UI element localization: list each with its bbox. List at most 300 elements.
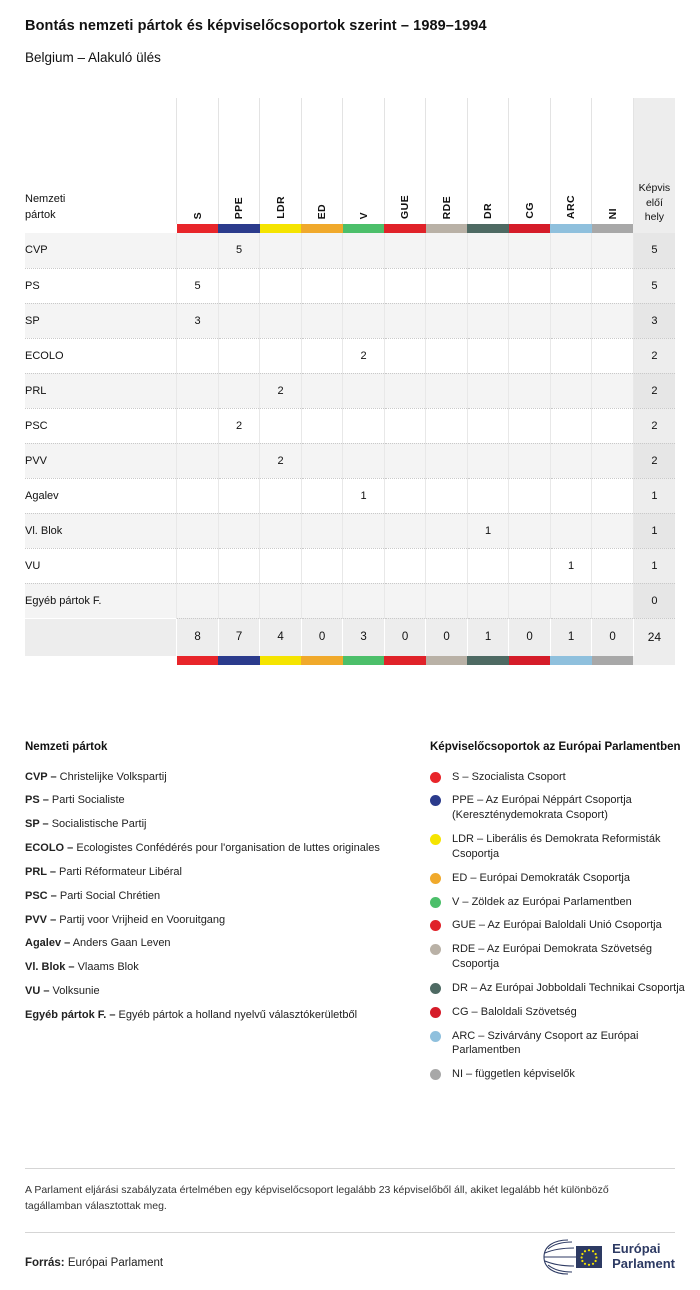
cell-egy-b-p-rtok-f--ppe: [218, 583, 260, 618]
row-party-label: Agalev: [25, 478, 177, 513]
european-parliament-logo: [485, 1236, 675, 1278]
total-header-line3: hely: [644, 210, 665, 223]
row-party-label: PRL: [25, 373, 177, 408]
column-total-ldr: 4: [260, 618, 302, 656]
legend-color-dot-icon: [430, 873, 441, 884]
ep-logo-line2: Parlament: [612, 1256, 675, 1271]
legend-party-item: [25, 865, 415, 880]
cell-agalev-s: [177, 478, 219, 513]
cell-cvp-dr: [467, 233, 509, 268]
cell-egy-b-p-rtok-f--s: [177, 583, 219, 618]
column-header-ppe: [218, 98, 260, 224]
column-total-arc: 1: [550, 618, 592, 656]
legend-party-name: Partij voor Vrijheid en Vooruitgang: [59, 913, 226, 926]
table-row: [25, 408, 675, 443]
cell-prl-v: [343, 373, 385, 408]
cell-prl-ed: [301, 373, 343, 408]
legend-party-name: Christelijke Volkspartij: [59, 770, 167, 783]
color-band-arc: [550, 224, 592, 233]
cell-vl-blok-ed: [301, 513, 343, 548]
legend-group-item: [430, 770, 690, 785]
legend-party-name: Volksunie: [52, 985, 100, 998]
cell-vl-blok-ppe: [218, 513, 260, 548]
bottom-color-band-rde: [426, 656, 468, 665]
legend-group-item: [430, 832, 690, 862]
color-band-dr: [467, 224, 509, 233]
cell-cvp-ppe: 5: [218, 233, 260, 268]
legend-color-dot-icon: [430, 1007, 441, 1018]
cell-cvp-ed: [301, 233, 343, 268]
column-header-label: PPE: [233, 196, 246, 219]
cell-psc-ppe: 2: [218, 408, 260, 443]
legend-party-abbr: VU –: [25, 985, 50, 998]
bottom-color-band-ed: [301, 656, 343, 665]
legend-group-name: független képviselők: [475, 1068, 575, 1081]
ep-logo-text: [612, 1242, 675, 1272]
total-band-spacer: [633, 224, 675, 233]
column-header-label: DR: [482, 203, 495, 219]
legend-party-abbr: PSC –: [25, 889, 57, 902]
cell-psc-cg: [509, 408, 551, 443]
color-band-rde: [426, 224, 468, 233]
legend-group-abbr: V –: [452, 895, 469, 908]
legend-color-dot-icon: [430, 920, 441, 931]
legend-group-name: Az Európai Jobboldali Technikai Csoportja: [479, 981, 685, 994]
cell-pvv-ppe: [218, 443, 260, 478]
column-total-v: 3: [343, 618, 385, 656]
cell-vu-ni: [592, 548, 634, 583]
cell-egy-b-p-rtok-f--v: [343, 583, 385, 618]
column-total-ppe: 7: [218, 618, 260, 656]
cell-vu-ppe: [218, 548, 260, 583]
color-band-ed: [301, 224, 343, 233]
legend-color-dot-icon: [430, 944, 441, 955]
row-party-label: Vl. Blok: [25, 513, 177, 548]
column-header-ldr: [260, 98, 302, 224]
table-row: [25, 583, 675, 618]
column-header-label: GUE: [399, 195, 412, 219]
legend-group-name: Az Európai Néppárt Csoportja (Kereszténydemokrata Csoport): [452, 794, 632, 822]
cell-prl-rde: [426, 373, 468, 408]
color-band-v: [343, 224, 385, 233]
color-band-gue: [384, 224, 426, 233]
cell-egy-b-p-rtok-f--rde: [426, 583, 468, 618]
ep-emblem-icon: [542, 1237, 604, 1277]
cell-ps-arc: [550, 268, 592, 303]
legend-color-dot-icon: [430, 983, 441, 994]
cell-ecolo-cg: [509, 338, 551, 373]
legend-party-name: Egyéb pártok a holland nyelvű választókerületből: [118, 1008, 358, 1021]
column-header-label: S: [191, 211, 204, 219]
cell-sp-cg: [509, 303, 551, 338]
bottom-color-band-cg: [509, 656, 551, 665]
legend-national-parties: [25, 740, 415, 1032]
cell-psc-v: [343, 408, 385, 443]
legend-group-item: [430, 793, 690, 823]
cell-ecolo-v: 2: [343, 338, 385, 373]
legend-groups-title: Képviselőcsoportok az Európai Parlamentben: [430, 741, 681, 753]
cell-ecolo-ldr: [260, 338, 302, 373]
legend-party-abbr: Vl. Blok –: [25, 961, 75, 974]
legend-group-name: Az Európai Baloldali Unió Csoportja: [487, 919, 662, 932]
bottom-color-band-dr: [467, 656, 509, 665]
legend-group-name: Szivárvány Csoport az Európai Parlamentben: [452, 1029, 639, 1057]
legend-party-item: [25, 793, 415, 808]
cell-sp-ni: [592, 303, 634, 338]
legend-party-name: Vlaams Blok: [77, 961, 139, 974]
legend-group-item: [430, 1029, 690, 1059]
matrix-header: [25, 98, 675, 233]
source: [25, 1257, 163, 1269]
cell-vl-blok-gue: [384, 513, 426, 548]
ep-logo-line1: Európai: [612, 1241, 661, 1257]
legend-party-item: [25, 841, 415, 856]
bottom-color-band-ldr: [260, 656, 302, 665]
row-total: 3: [633, 303, 675, 338]
source-label: Forrás:: [25, 1257, 65, 1269]
cell-cvp-rde: [426, 233, 468, 268]
source-value: Európai Parlament: [67, 1257, 164, 1269]
legend-party-name: Parti Social Chrétien: [59, 889, 161, 902]
cell-sp-dr: [467, 303, 509, 338]
cell-psc-ni: [592, 408, 634, 443]
cell-egy-b-p-rtok-f--ni: [592, 583, 634, 618]
legend-group-abbr: CG –: [452, 1005, 478, 1018]
cell-ps-v: [343, 268, 385, 303]
cell-ecolo-gue: [384, 338, 426, 373]
row-total: 5: [633, 233, 675, 268]
cell-ecolo-ed: [301, 338, 343, 373]
legend-party-abbr: SP –: [25, 818, 49, 831]
cell-pvv-ni: [592, 443, 634, 478]
table-row: [25, 548, 675, 583]
cell-sp-gue: [384, 303, 426, 338]
group-color-band: [25, 224, 675, 233]
legend-party-item: [25, 936, 415, 951]
column-header-s: [177, 98, 219, 224]
grand-total: 24: [633, 618, 675, 656]
cell-vu-gue: [384, 548, 426, 583]
legend-groups-list: [430, 770, 690, 1083]
row-total: 2: [633, 443, 675, 478]
cell-egy-b-p-rtok-f--gue: [384, 583, 426, 618]
column-header-label: NI: [606, 207, 619, 219]
column-header-cg: [509, 98, 551, 224]
cell-psc-rde: [426, 408, 468, 443]
legend-color-dot-icon: [430, 834, 441, 845]
cell-vl-blok-arc: [550, 513, 592, 548]
legend-party-name: Socialistische Partij: [51, 818, 147, 831]
totals-row-label: [25, 618, 177, 656]
cell-vl-blok-ldr: [260, 513, 302, 548]
table-row: [25, 373, 675, 408]
color-band-ni: [592, 224, 634, 233]
cell-ecolo-ppe: [218, 338, 260, 373]
legend-color-dot-icon: [430, 795, 441, 806]
divider-bottom: [25, 1232, 675, 1233]
total-header-line2: előí: [645, 196, 663, 209]
legend-party-abbr: PRL –: [25, 865, 56, 878]
legend-group-name: Liberális és Demokrata Reformisták Csoportja: [452, 833, 661, 860]
cell-prl-s: [177, 373, 219, 408]
column-header-gue: [384, 98, 426, 224]
column-header-label: LDR: [274, 196, 287, 219]
row-header-line2: pártok: [25, 209, 56, 222]
cell-vu-arc: 1: [550, 548, 592, 583]
table-row: [25, 303, 675, 338]
column-total-ed: 0: [301, 618, 343, 656]
legend-parties-title: Nemzeti pártok: [25, 741, 108, 753]
legend-party-item: [25, 913, 415, 928]
page-title: Bontás nemzeti pártok és képviselőcsoportok szerint – 1989–1994: [25, 18, 487, 34]
cell-psc-s: [177, 408, 219, 443]
table-row: [25, 338, 675, 373]
matrix-body: [25, 233, 675, 618]
legend-group-abbr: S –: [452, 770, 469, 783]
cell-pvv-ed: [301, 443, 343, 478]
legend-party-item: [25, 770, 415, 785]
cell-pvv-gue: [384, 443, 426, 478]
cell-ps-ni: [592, 268, 634, 303]
row-total: 0: [633, 583, 675, 618]
legend-color-dot-icon: [430, 897, 441, 908]
column-total-dr: 1: [467, 618, 509, 656]
cell-ps-ldr: [260, 268, 302, 303]
legend-party-abbr: PS –: [25, 794, 49, 807]
legend-party-item: [25, 817, 415, 832]
total-header-line1: Képvis: [638, 182, 671, 195]
cell-psc-ldr: [260, 408, 302, 443]
cell-cvp-s: [177, 233, 219, 268]
column-header-label: RDE: [440, 195, 453, 219]
cell-sp-ppe: [218, 303, 260, 338]
cell-egy-b-p-rtok-f--arc: [550, 583, 592, 618]
legend-political-groups: [430, 740, 690, 1091]
column-total-cg: 0: [509, 618, 551, 656]
cell-sp-v: [343, 303, 385, 338]
legend-group-name: Zöldek az Európai Parlamentben: [471, 895, 632, 908]
bottom-total-band-spacer: [633, 656, 675, 665]
row-total: 1: [633, 513, 675, 548]
cell-vu-ed: [301, 548, 343, 583]
legend-group-item: [430, 942, 690, 972]
page-subtitle: Belgium – Alakuló ülés: [25, 50, 161, 65]
cell-agalev-cg: [509, 478, 551, 513]
column-header-label: ARC: [565, 195, 578, 219]
column-header-rde: [426, 98, 468, 224]
row-total: 2: [633, 408, 675, 443]
cell-vl-blok-s: [177, 513, 219, 548]
cell-pvv-v: [343, 443, 385, 478]
divider-top: [25, 1168, 675, 1169]
cell-pvv-s: [177, 443, 219, 478]
column-header-label: ED: [316, 203, 329, 219]
column-header-v: [343, 98, 385, 224]
table-row: [25, 513, 675, 548]
legend-group-name: Baloldali Szövetség: [480, 1005, 577, 1018]
band-spacer: [25, 224, 177, 233]
row-total: 1: [633, 548, 675, 583]
legend-group-abbr: ARC –: [452, 1029, 485, 1042]
cell-agalev-gue: [384, 478, 426, 513]
cell-agalev-ldr: [260, 478, 302, 513]
legend-group-abbr: LDR –: [452, 833, 484, 846]
legend-color-dot-icon: [430, 1031, 441, 1042]
row-party-label: CVP: [25, 233, 177, 268]
legend-party-name: Parti Réformateur Libéral: [59, 865, 182, 878]
cell-psc-arc: [550, 408, 592, 443]
row-total: 5: [633, 268, 675, 303]
legend-group-abbr: RDE –: [452, 943, 485, 956]
color-band-s: [177, 224, 219, 233]
legend-party-abbr: ECOLO –: [25, 842, 74, 855]
legend-party-item: [25, 960, 415, 975]
cell-cvp-ni: [592, 233, 634, 268]
cell-agalev-ed: [301, 478, 343, 513]
legend-group-name: Szocialista Csoport: [471, 770, 566, 783]
column-header-dr: [467, 98, 509, 224]
bottom-color-band-gue: [384, 656, 426, 665]
row-party-label: PS: [25, 268, 177, 303]
column-totals-row: [25, 618, 675, 656]
cell-sp-ldr: [260, 303, 302, 338]
legend-color-dot-icon: [430, 1069, 441, 1080]
cell-agalev-dr: [467, 478, 509, 513]
cell-vu-rde: [426, 548, 468, 583]
cell-egy-b-p-rtok-f--ed: [301, 583, 343, 618]
color-band-cg: [509, 224, 551, 233]
cell-ps-cg: [509, 268, 551, 303]
legend-group-item: [430, 1067, 690, 1082]
table-row: [25, 268, 675, 303]
color-band-ppe: [218, 224, 260, 233]
cell-vl-blok-rde: [426, 513, 468, 548]
cell-prl-ldr: 2: [260, 373, 302, 408]
cell-pvv-cg: [509, 443, 551, 478]
cell-vu-dr: [467, 548, 509, 583]
row-header-label: [25, 98, 177, 224]
cell-cvp-gue: [384, 233, 426, 268]
bottom-color-band-ppe: [218, 656, 260, 665]
cell-vl-blok-dr: 1: [467, 513, 509, 548]
row-header-line1: Nemzeti: [25, 193, 66, 206]
cell-ecolo-rde: [426, 338, 468, 373]
cell-sp-s: 3: [177, 303, 219, 338]
bottom-color-band-s: [177, 656, 219, 665]
column-total-gue: 0: [384, 618, 426, 656]
bottom-color-band-arc: [550, 656, 592, 665]
table-row: [25, 443, 675, 478]
row-total: 2: [633, 338, 675, 373]
legend-group-item: [430, 918, 690, 933]
cell-cvp-ldr: [260, 233, 302, 268]
cell-ps-gue: [384, 268, 426, 303]
cell-psc-ed: [301, 408, 343, 443]
cell-ps-rde: [426, 268, 468, 303]
legend-group-item: [430, 871, 690, 886]
cell-ps-s: 5: [177, 268, 219, 303]
legend-group-abbr: DR –: [452, 981, 478, 994]
cell-prl-cg: [509, 373, 551, 408]
legend-party-name: Anders Gaan Leven: [72, 937, 171, 950]
cell-ps-dr: [467, 268, 509, 303]
column-total-ni: 0: [592, 618, 634, 656]
cell-ecolo-s: [177, 338, 219, 373]
row-party-label: PSC: [25, 408, 177, 443]
row-party-label: ECOLO: [25, 338, 177, 373]
cell-agalev-ni: [592, 478, 634, 513]
cell-pvv-ldr: 2: [260, 443, 302, 478]
group-color-band-bottom: [25, 656, 675, 665]
cell-vu-s: [177, 548, 219, 583]
cell-psc-dr: [467, 408, 509, 443]
cell-ecolo-arc: [550, 338, 592, 373]
seats-matrix: [25, 98, 675, 665]
legend-group-name: Az Európai Demokrata Szövetség Csoportja: [452, 943, 652, 971]
cell-ps-ppe: [218, 268, 260, 303]
row-total: 2: [633, 373, 675, 408]
cell-vl-blok-v: [343, 513, 385, 548]
cell-prl-gue: [384, 373, 426, 408]
legend-group-item: [430, 895, 690, 910]
column-header-label: V: [357, 211, 370, 219]
cell-prl-ppe: [218, 373, 260, 408]
column-header-ni: [592, 98, 634, 224]
row-party-label: PVV: [25, 443, 177, 478]
cell-ecolo-dr: [467, 338, 509, 373]
row-party-label: SP: [25, 303, 177, 338]
row-party-label: Egyéb pártok F.: [25, 583, 177, 618]
color-band-ldr: [260, 224, 302, 233]
bottom-color-band-ni: [592, 656, 634, 665]
column-total-rde: 0: [426, 618, 468, 656]
matrix-header-row: [25, 98, 675, 224]
cell-vu-cg: [509, 548, 551, 583]
table-row: [25, 233, 675, 268]
legend-party-abbr: PVV –: [25, 913, 57, 926]
legend-party-item: [25, 889, 415, 904]
cell-sp-arc: [550, 303, 592, 338]
legend-parties-list: [25, 770, 415, 1023]
legend-party-item: [25, 984, 415, 999]
legend-group-name: Európai Demokraták Csoportja: [479, 871, 630, 884]
matrix-footer: [25, 618, 675, 665]
legend-party-item: [25, 1008, 415, 1023]
column-total-s: 8: [177, 618, 219, 656]
cell-egy-b-p-rtok-f--cg: [509, 583, 551, 618]
row-total: 1: [633, 478, 675, 513]
legend-party-abbr: CVP –: [25, 770, 57, 783]
cell-cvp-arc: [550, 233, 592, 268]
column-header-arc: [550, 98, 592, 224]
cell-sp-rde: [426, 303, 468, 338]
cell-psc-gue: [384, 408, 426, 443]
cell-prl-ni: [592, 373, 634, 408]
cell-vl-blok-ni: [592, 513, 634, 548]
cell-cvp-cg: [509, 233, 551, 268]
cell-pvv-arc: [550, 443, 592, 478]
footnote: A Parlament eljárási szabályzata értelmében egy képviselőcsoport legalább 23 képviselőből áll, akiket legalább hét különböző tagállamban választottak meg.: [25, 1184, 609, 1213]
cell-vu-v: [343, 548, 385, 583]
column-header-ed: [301, 98, 343, 224]
legend-group-abbr: PPE –: [452, 794, 484, 807]
table-row: [25, 478, 675, 513]
cell-pvv-dr: [467, 443, 509, 478]
legend-party-abbr: Agalev –: [25, 937, 71, 950]
cell-agalev-v: 1: [343, 478, 385, 513]
cell-cvp-v: [343, 233, 385, 268]
legend-group-abbr: ED –: [452, 871, 477, 884]
